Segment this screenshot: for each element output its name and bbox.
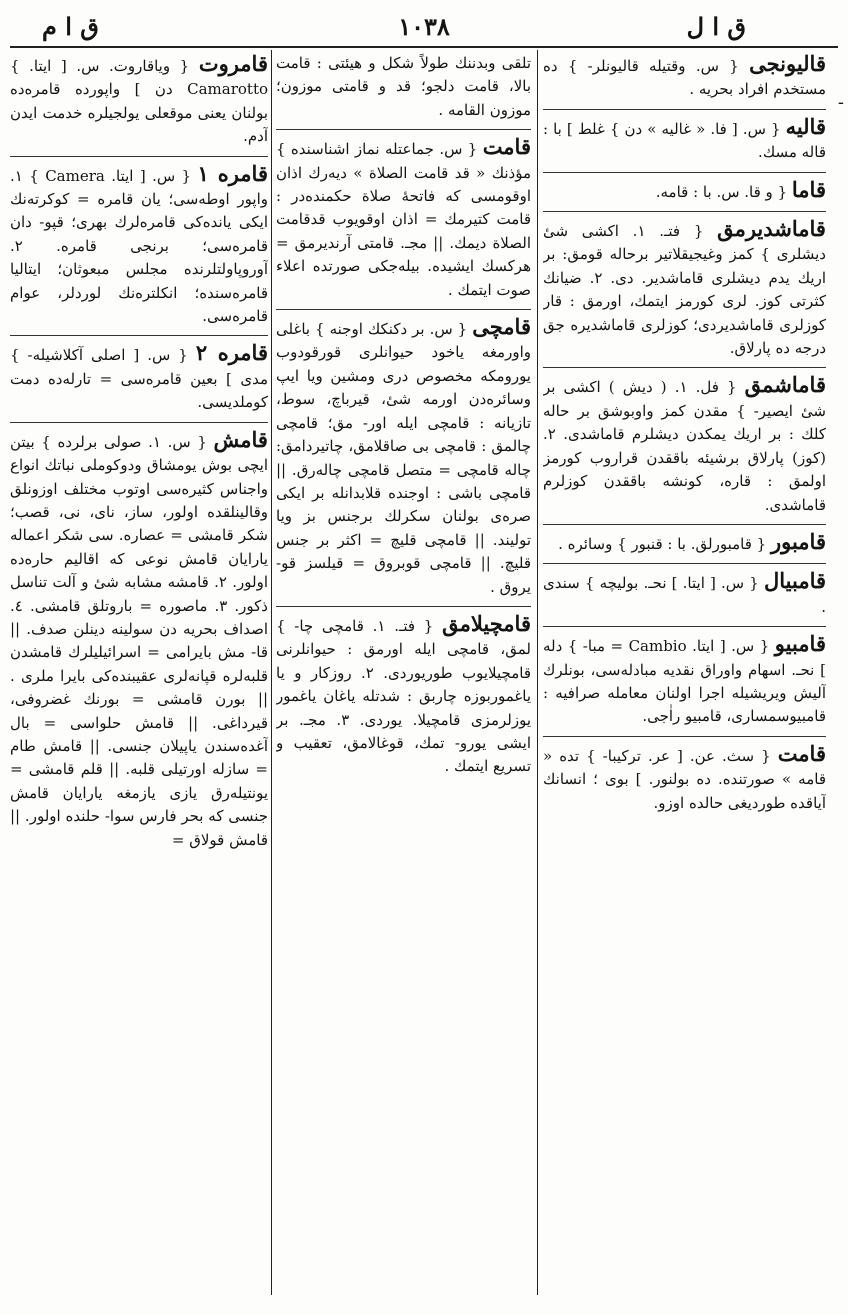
header-right-letters: ق ا ل: [686, 12, 746, 41]
dictionary-entry: [543, 367, 826, 516]
headword: قامت: [777, 740, 826, 766]
page-number: ١٠٣٨: [398, 12, 450, 41]
headword: قاماشمق: [744, 372, 826, 398]
dictionary-entry: [543, 563, 826, 619]
dictionary-entry: [543, 172, 826, 204]
headword: قاما: [791, 176, 826, 202]
column-1: [543, 52, 826, 1292]
definition-text: { فل. ١. ( دیش ) اکشی بر شیٔ ایصیر- } مقدن کمز واوبوشق بر حاله کلك : بر اریك یمکدن دیشلرم قاماشدی. ٢. (کوز) پارلاق برشیئه باققدن قراروب کورمز اولمق : قاره، کونشه باققدن کوزلرم قاماشدی.: [543, 378, 826, 514]
headword: قامچی: [472, 314, 531, 340]
definition-text: { فتـ. ١. قامچی چا- } لمق، قامچی ایله اورمق : حیوانلرنی قامچیلایوب طوریوردی. ٢. روزکار و یا یاغموربوزه چاربق : شدتله یاغان یاغمور یوزلرمزی قامچیلا. یوردی. ٣. مجـ. بر ایشی یورو- تمك، قوغالامق، تعقیب و تسریع ایتمك .: [276, 616, 531, 776]
column-3: [10, 52, 268, 1292]
dictionary-entry: [543, 52, 826, 102]
headword: قالیه: [785, 113, 826, 139]
dictionary-entry: [543, 211, 826, 360]
definition-text: { ویاقاروت. س. [ ایتا. } Camarotto دن ] واپورده قامره‌ده بولنان یعنی موقعلی یولجیلره خدمت ایدن آدم.: [10, 57, 268, 146]
dictionary-entry: [276, 129, 531, 302]
headword: قامره ١: [197, 160, 268, 186]
headword: قامبور: [770, 528, 826, 554]
dictionary-entry: [10, 156, 268, 329]
dictionary-entry: [543, 109, 826, 165]
dictionary-entry: [10, 335, 268, 414]
definition-text: { س. [ اصلی آکلاشیله- } مدی ] بعین قامره‌سی = تارله‌ده دمت کوملدیسی.: [10, 346, 268, 412]
dictionary-entry: [10, 422, 268, 852]
definition-text: { س. وقتیله قالیونلر- } ده مستخدم افراد بحریه .: [543, 57, 826, 99]
headword: قامبیو: [774, 631, 826, 657]
dictionary-entry: [276, 52, 531, 122]
column-divider: [271, 50, 272, 1295]
definition-text: { س. [ ایتا. Cambio = مبا- } دله ] نحـ. اسهام واوراق نقدیه مبادله‌سی، بونلرك آلیش ویریشیله اجرا اولنان معامله صرافیه : قامبیوسمساری، قامبیو راٰجی.: [543, 637, 826, 726]
definition-text: { قامبورلق. با : قنبور } وسائره .: [558, 534, 767, 553]
column-2: [276, 52, 531, 1292]
headword: قامره ٢: [195, 340, 268, 366]
dictionary-entry: [276, 309, 531, 599]
headword: قاماشدیرمق: [717, 216, 826, 242]
headword: قامچیلامق: [442, 610, 531, 636]
definition-text: { س. ١. صولی برلرده } بیتن ایچی بوش یومشاق ودوکوملی نباتك انواع واجناس کثیره‌سی اوتوب مختلف اوزونلق وقالینلقده اولور، ساز، نای، نی، قصب؛ شکر قامشی = عصاره‌. سی شکر اعماله یارایان قامش نوعی که اقالیم حاره‌ده اولور. ٢. قامشه مشابه شیٔ و آلت تناسل ذکور. ٣. ماصوره = باروتلق قامشی. ٤. اصداف بحریه دن سولینه دینلن صدف. || قا- مش بایرامی = اسرائیلیلرك قامشدن قلبه‌لره قپانه‌لری عقیبنده‌کی بایرا ملری . || بورن قامشی = بورنك غضروفی، قیرداغی. || قامش حلواسی = بال آغده‌سندن یاپیلان جنسی. || قامش طام = سازله اورتیلی قلبه. || قلم قامشی = یونتیله‌رق یازی یازمغه یارایان قامش جنسی که بحر فارس سوا- حلنده اولور. || قامش قولاق =: [10, 432, 268, 849]
dictionary-entry: [543, 524, 826, 556]
definition-text: { فتـ. ١. اکشی شیٔ دیشلری } کمز وغیجیقلاتیر برحاله قومق: بر اریك یدم دیشلری قاماشدیر. دی. ٢. ضیانك کثرتی کوز. لری کورمز ایتمك، اورمق : قار کوزلری قاماشدیردی؛ کوزلری قاماشدیره جق درجه ده پارلاق.: [543, 222, 826, 358]
headword: قامت: [482, 134, 531, 160]
page-header: [12, 8, 836, 44]
header-rule: [10, 46, 838, 48]
dictionary-entry: [543, 626, 826, 729]
dictionary-entry: [543, 736, 826, 815]
margin-mark: -: [837, 92, 844, 113]
definition-text: { س. [ فا. « غالیه » دن } غلط ] با : قاله مسك.: [543, 119, 826, 162]
definition-text: { س. بر دکنکك اوجنه } باغلی واورمغه یاخود حیوانلری قورقودوب یورومکه مخصوص دری ومشین ویا ایپ وسائره‌دن اورمه شیٔ، قیرباچ، سوط، تازیانه : قامچی ایله اور- مق؛ قامچی چالمق : قامچی بی صاقلامق، چاتیردامق: چاله قامچی = متصل قامچی چاله‌رق. || قامچی باشی : اوجنده قلابدانله بر ایکی صره‌ی بولنان سکرلك برجنس بز ویا تولیند. || قامچی قلیچ = اکثر بر جنس قلیچ. || قامچی قوبروق = قیلسز قو- یروق .: [276, 320, 531, 596]
headword: قامروت: [198, 52, 268, 76]
dictionary-entry: [276, 606, 531, 779]
headword: قامبیال: [763, 568, 826, 594]
column-divider: [537, 50, 538, 1295]
definition-text: تلقی وبدننك طولاً شکل و هیئتی : قامت بالا، قامت دلجو؛ قد و قامتی موزون؛ موزون القامه .: [276, 54, 531, 119]
definition-text: { س. جماعتله نماز اشناسنده } مؤذنك « قد قامت الصلاة » دیه‌رك اذان اوقومسی که فاتحهٔ صلاة حکمنده‌در : قامت کتیرمك = اذان اوقویوب قدقامت الصلاة دیمك. || مجـ. قامتی آرندیرمق = هرکسك ایشیده. بیله‌جکی صورتده اعلاء صوت ایتمك .: [276, 140, 531, 299]
definition-text: { و قا. س. با : قامه.: [655, 182, 788, 201]
definition-text: { سث. عن. [ عر. ترکیبا- } تده « قامه » صورتنده. ده بولنور. ] بوی ؛ انسانك آیاقده طوردیغی حالده اوزو.: [543, 746, 826, 812]
header-left-letters: ق ا م: [42, 12, 99, 41]
dictionary-entry: [10, 52, 268, 149]
headword: قالیونجی: [749, 52, 826, 76]
headword: قامش: [213, 426, 268, 452]
definition-text: { س. [ ایتا. ] نحـ. بولیچه } سندی .: [543, 574, 826, 616]
definition-text: { س. [ ایتا. Camera } ١. واپور اوطه‌سی؛ یان قامره = کوکرته‌نك ایکی یانده‌کی قامره‌لرك بهری؛ قپو- دان قامره‌سی؛ برنجی قامره. ٢. آوروپاولتلرنده مجلس مبعوثان؛ ایتالیا قامره‌سنده؛ انکلتره‌نك لوردلر، عوام قامره‌سی.: [10, 166, 268, 326]
